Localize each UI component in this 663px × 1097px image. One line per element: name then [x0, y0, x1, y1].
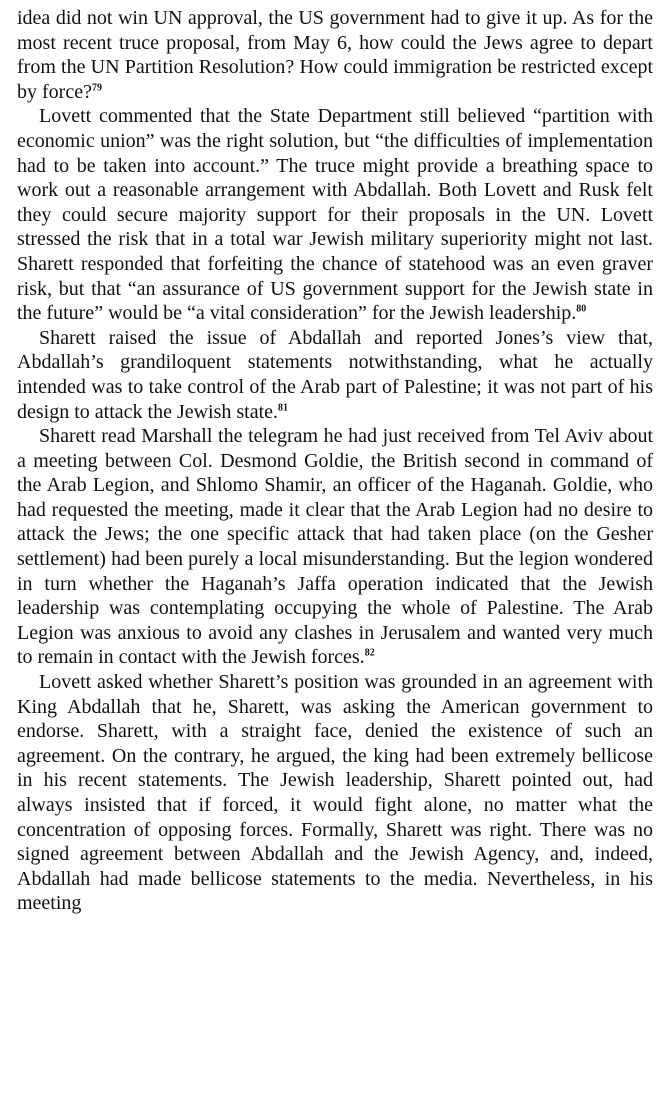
- footnote-marker-79: 79: [91, 82, 102, 94]
- footnote-marker-81: 81: [278, 401, 289, 413]
- paragraph-4-text: Sharett read Marshall the telegram he had just received from Tel Aviv about a meeting between Col. Desmond Goldie, the British second in command of the Arab Legion, and Shlomo Shamir, an officer of the Haganah. Goldie, who had requested the meeting, made it clear that the Arab Legion had no desire to attack the Jews; the one specific attack that had taken place (on the Gesher settlement) had been purely a local misunderstanding. But the legion wondered in turn whether the Haganah’s Jaffa operation indicated that the Jewish leadership was contemplating occupying the whole of Palestine. The Arab Legion was anxious to avoid any clashes in Jerusalem and wanted very much to remain in contact with the Jewish forces.: [17, 425, 653, 669]
- paragraph-1-text: idea did not win UN approval, the US government had to give it up. As for the most recent truce proposal, from May 6, how could the Jews agree to depart from the UN Partition Resolution? How could immigration be restricted except by force?: [17, 7, 653, 103]
- paragraph-4: [17, 424, 653, 670]
- paragraph-5: [17, 670, 653, 916]
- footnote-marker-80: 80: [576, 303, 587, 315]
- paragraph-2-text: Lovett commented that the State Department still believed “partition with economic union” was the right solution, but “the difficulties of implementation had to be taken into account.” The truce might provide a breathing space to work out a reasonable arrangement with Abdallah. Both Lovett and Rusk felt they could secure majority support for their proposals in the UN. Lovett stressed the risk that in a total war Jewish military superiority might not last. Sharett responded that forfeiting the chance of statehood was an even graver risk, but that “an assurance of US government support for the Jewish state in the future” would be “a vital consideration” for the Jewish leadership.: [17, 105, 653, 325]
- footnote-marker-82: 82: [364, 647, 375, 659]
- paragraph-1: [17, 6, 653, 104]
- paragraph-3: [17, 326, 653, 424]
- document-page: [17, 6, 653, 916]
- paragraph-3-text: Sharett raised the issue of Abdallah and reported Jones’s view that, Abdallah’s grandiloquent statements notwithstanding, what he actually intended was to take control of the Arab part of Palestine; it was not part of his design to attack the Jewish state.: [17, 326, 653, 423]
- paragraph-2: [17, 104, 653, 325]
- paragraph-5-text: Lovett asked whether Sharett’s position was grounded in an agreement with King Abdallah that he, Sharett, was asking the American government to endorse. Sharett, with a straight face, denied the existence of such an agreement. On the contrary, he argued, the king had been extremely bellicose in his recent statements. The Jewish leadership, Sharett pointed out, had always insisted that if forced, it would fight alone, no matter what the concentration of opposing forces. Formally, Sharett was right. There was no signed agreement between Abdallah and the Jewish Agency, and, indeed, Abdallah had made bellicose statements to the media. Nevertheless, in his meeting: [17, 671, 653, 915]
